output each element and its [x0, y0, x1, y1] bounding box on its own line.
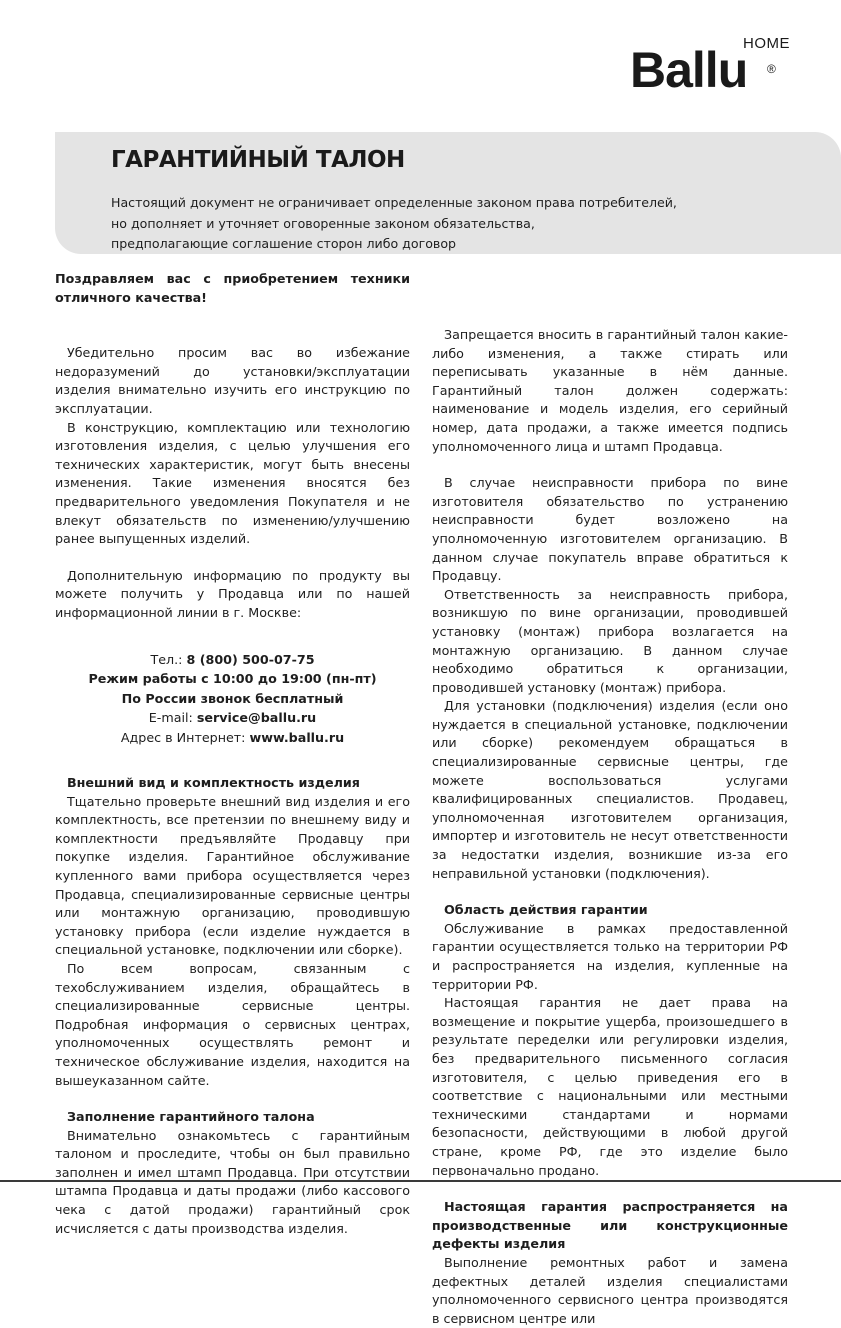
subtitle-line: Настоящий документ не ограничивает определенные законом права потребителей,	[111, 195, 677, 210]
brand-logo	[630, 35, 790, 98]
web-address: www.ballu.ru	[249, 729, 345, 745]
subtitle-line: но дополняет и уточняет оговоренные законом обязательства,	[111, 215, 535, 231]
brand-wordmark: Ballu	[630, 42, 748, 98]
web-label: Адрес в Интернет:	[120, 729, 246, 745]
phone-line	[55, 650, 410, 670]
paragraph: Убедительно просим вас во избежание недоразумений до установки/эксплуатации изделия внимательно изучить его инструкцию по эксплуатации.	[55, 345, 410, 416]
paragraph: В случае неисправности прибора по вине изготовителя обязательство по устранению неисправности будет возложено на уполномоченную изготовителем организацию. В данном случае покупатель вправе обратиться к Продавцу.	[432, 475, 788, 584]
paragraph: Запрещается вносить в гарантийный талон какие-либо изменения, а также стирать или переписывать указанные в нём данные. Гарантийный талон должен содержать: наименование и модель изделия, его серийный номер, дата продажи, а также имеется подпись уполномоченного лица и штамп Продавца.	[432, 327, 788, 454]
section-heading: Настоящая гарантия распространяется на производственные или конструкционные дефекты изделия	[432, 1199, 788, 1252]
phone-number: 8 (800) 500-07-75	[186, 651, 315, 667]
page-subtitle	[111, 193, 711, 255]
hours-line	[55, 669, 410, 689]
section-heading: Заполнение гарантийного талона	[67, 1109, 315, 1125]
page-bottom-rule	[0, 1180, 841, 1182]
section-heading: Внешний вид и комплектность изделия	[67, 775, 360, 790]
registered-mark: ®	[767, 62, 776, 76]
paragraph: Настоящая гарантия не дает права на возмещение и покрытие ущерба, произошедшего в результате переделки или регулировки изделия, без предварительного письменного согласия изготовителя, с целью приведения его в соответствие с национальными или местными техническими стандартами и нормами безопасности, действующими в любой другой стране, кроме РФ, где это изделие было первоначально продано.	[432, 995, 788, 1178]
email-address: service@ballu.ru	[196, 710, 317, 725]
page-title: ГАРАНТИЙНЫЙ ТАЛОН	[111, 147, 405, 173]
left-column	[55, 270, 410, 1238]
intro-text: Поздравляем вас с приобретением техники отличного качества!	[55, 271, 410, 305]
subtitle-line: предполагающие соглашение сторон либо договор	[111, 236, 457, 251]
paragraph: Внимательно ознакомьтесь с гарантийным талоном и проследите, чтобы он был правильно заполнен и имел штамп Продавца. При отсутствии штампа Продавца и даты продажи (либо кассового чека с датой продажи) гарантийный срок исчисляется с даты производства изделия.	[55, 1127, 410, 1236]
working-hours: Режим работы с 10:00 до 19:00 (пн-пт)	[88, 671, 377, 686]
right-column	[432, 326, 788, 1328]
paragraph: Для установки (подключения) изделия (если оно нуждается в специальной установке, подключении или сборке) рекомендуем обращаться в специализированные сервисные центры, где можете воспользоваться услугами квалифицированных специалистов. Продавец, уполномоченная изготовителем организация, импортер и изготовитель не несут ответственности за недостатки изделия, возникшие из-за его неправильной установки (подключения).	[432, 698, 788, 881]
paragraph: Дополнительную информацию по продукту вы можете получить у Продавца или по нашей информационной линии в г. Москве:	[55, 567, 410, 620]
paragraph: В конструкцию, комплектацию или технологию изготовления изделия, с целью улучшения его технических характеристик, могут быть внесены изменения. Такие изменения вносятся без предварительного уведомления Покупателя и не влекут обязательств по изменению/улучшению ранее выпущенных изделий.	[55, 419, 410, 547]
contact-block	[55, 650, 410, 748]
brand-home-label: HOME	[743, 35, 790, 52]
free-call-line	[55, 689, 410, 709]
email-label: E-mail:	[148, 710, 193, 725]
section-heading: Область действия гарантии	[444, 902, 648, 918]
free-call: По России звонок бесплатный	[121, 690, 344, 706]
web-line	[55, 728, 410, 748]
title-banner	[55, 132, 841, 254]
email-line	[55, 708, 410, 728]
paragraph: Выполнение ремонтных работ и замена дефектных деталей изделия специалистами уполномоченного сервисного центра производятся в сервисном центре или	[432, 1254, 788, 1326]
phone-label: Тел.:	[150, 651, 183, 667]
paragraph: Обслуживание в рамках предоставленной гарантии осуществляется только на территории РФ и распространяется на изделия, купленные на территории РФ.	[432, 920, 788, 992]
paragraph: Ответственность за неисправность прибора, возникшую по вине организации, проводившей установку (монтаж) прибора возлагается на монтажную организацию. В данном случае необходимо обратиться к организации, проводившей установку (монтаж) прибора.	[432, 586, 788, 695]
paragraph: По всем вопросам, связанным с техобслуживанием изделия, обращайтесь в специализированные сервисные центры. Подробная информация о сервисных центрах, уполномоченных осуществлять ремонт и техническое обслуживание изделия, находится на вышеуказанном сайте.	[55, 960, 410, 1088]
paragraph: Тщательно проверьте внешний вид изделия и его комплектность, все претензии по внешнему виду и комплектности предъявляйте Продавцу при покупке изделия. Гарантийное обслуживание купленного вами прибора осуществляется через Продавца, специализированные сервисные центры или монтажную организацию, проводившую установку прибора (если изделие нуждается в специальной установке, подключении или сборке).	[55, 793, 410, 958]
